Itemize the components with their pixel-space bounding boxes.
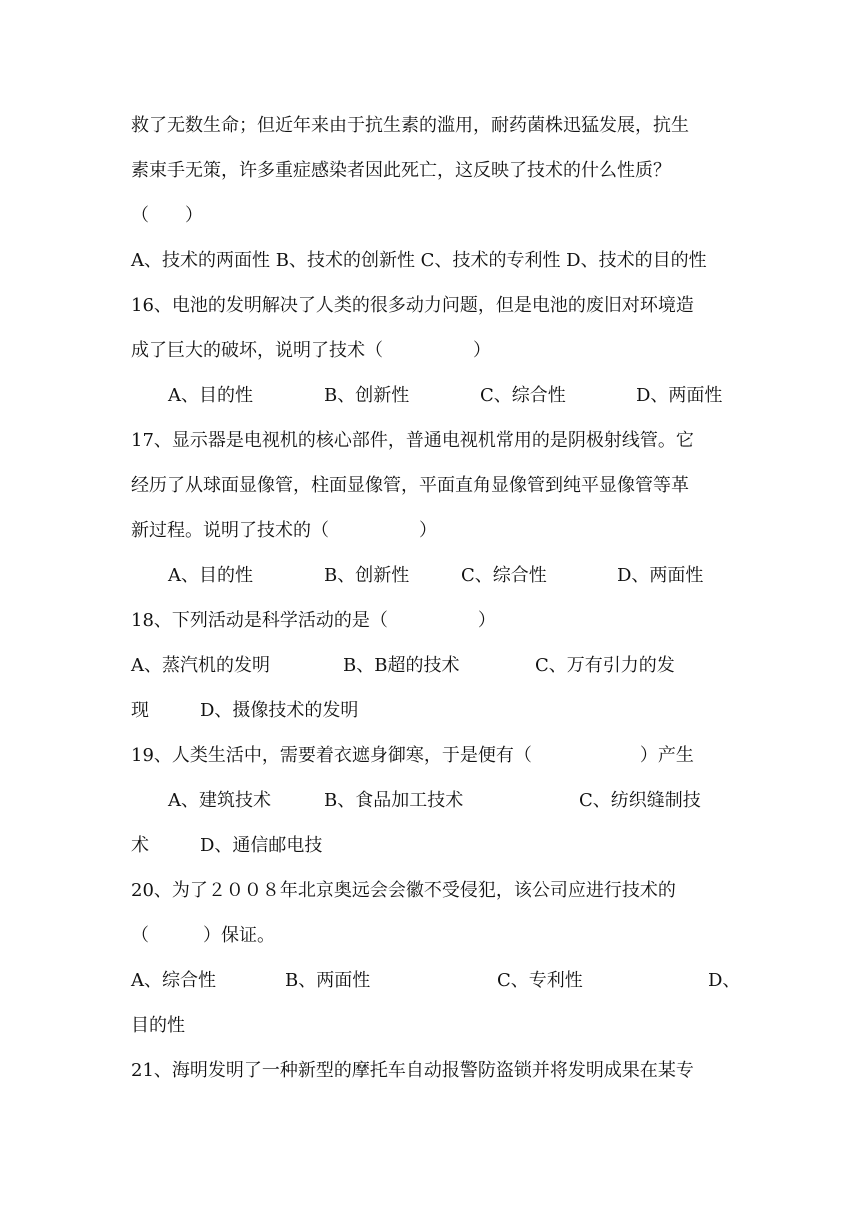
q16-text-line-2: 成了巨大的破坏，说明了技术（ ）: [131, 340, 491, 361]
q15-text-line-2: 素束手无策，许多重症感染者因此死亡，这反映了技术的什么性质？: [131, 160, 671, 181]
q15-options: A、技术的两面性 B、技术的创新性 C、技术的专利性 D、技术的目的性: [131, 250, 707, 271]
q17-text-line-1: 17、显示器是电视机的核心部件，普通电视机常用的是阴极射线管。它: [131, 430, 694, 451]
q19-option-a: A、建筑技术: [168, 790, 271, 811]
q15-text-line-1: 救了无数生命；但近年来由于抗生素的滥用，耐药菌株迅猛发展，抗生: [131, 115, 689, 136]
q20-option-d-wrap: 目的性: [131, 1015, 185, 1036]
q16-option-b: B、创新性: [324, 385, 410, 406]
q17-option-b: B、创新性: [324, 565, 410, 586]
q20-text-line-2: （ ）保证。: [131, 925, 275, 946]
q20-option-d: D、: [708, 970, 741, 991]
q18-text-line-1: 18、下列活动是科学活动的是（ ）: [131, 610, 496, 631]
q17-option-a: A、目的性: [168, 565, 253, 586]
q18-option-c: C、万有引力的发: [535, 655, 675, 676]
q16-option-d: D、两面性: [636, 385, 723, 406]
q17-option-c: C、综合性: [461, 565, 547, 586]
q19-option-c: C、纺织缝制技: [579, 790, 701, 811]
q20-option-c: C、专利性: [497, 970, 583, 991]
q19-option-d: D、通信邮电技: [200, 835, 323, 856]
q17-option-d: D、两面性: [617, 565, 704, 586]
q18-option-c-wrap: 现: [131, 700, 149, 721]
q16-text-line-1: 16、电池的发明解决了人类的很多动力问题，但是电池的废旧对环境造: [131, 295, 694, 316]
q20-option-b: B、两面性: [285, 970, 371, 991]
q18-option-a: A、蒸汽机的发明: [131, 655, 270, 676]
q17-text-line-2: 经历了从球面显像管，柱面显像管，平面直角显像管到纯平显像管等革: [131, 475, 689, 496]
q16-option-c: C、综合性: [480, 385, 566, 406]
q20-text-line-1: 20、为了２００８年北京奥远会会徽不受侵犯，该公司应进行技术的: [131, 880, 676, 901]
q19-option-b: B、食品加工技术: [324, 790, 464, 811]
q20-option-a: A、综合性: [131, 970, 216, 991]
q18-option-b: B、B超的技术: [343, 655, 460, 676]
q19-text-line-1: 19、人类生活中，需要着衣遮身御寒，于是便有（ ）产生: [131, 745, 694, 766]
q16-option-a: A、目的性: [168, 385, 253, 406]
q17-text-line-3: 新过程。说明了技术的（ ）: [131, 520, 437, 541]
q21-text-line-1: 21、海明发明了一种新型的摩托车自动报警防盗锁并将发明成果在某专: [131, 1060, 694, 1081]
q19-option-c-wrap: 术: [131, 835, 149, 856]
q18-option-d: D、摄像技术的发明: [200, 700, 359, 721]
q15-answer-blank: （ ）: [131, 205, 203, 226]
